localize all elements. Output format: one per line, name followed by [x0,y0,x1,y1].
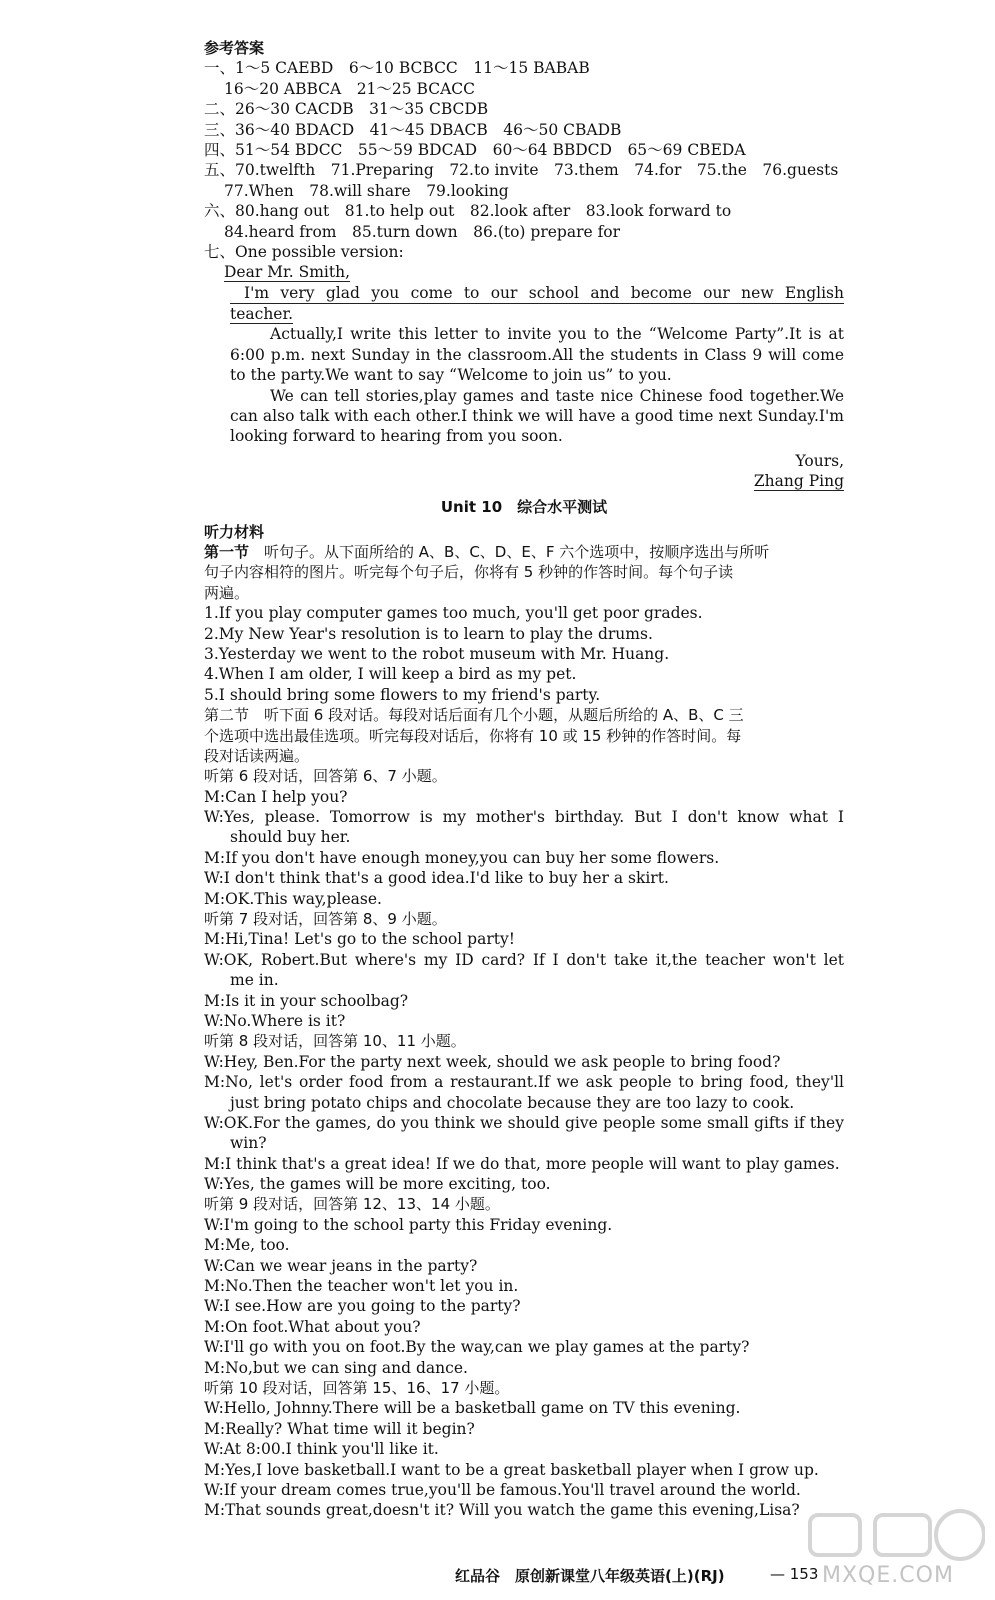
dialogue-line: M:Yes,I love basketball.I want to be a great basketball player when I grow up. [204,1460,819,1479]
dialogue-heading: 听第 6 段对话，回答第 6、7 小题。 [204,767,447,786]
letter-paragraph-1-end: teacher. [230,305,294,324]
dialogue-line: W:Yes, please. Tomorrow is my mother's birthday. But I don't know what I [204,808,844,827]
letter-closing: Yours, [795,451,844,470]
answer-line: 二、26～30 CACDB 31～35 CBCDB [204,100,489,119]
section2-instruction: 第二节 听下面 6 段对话。每段对话后面有几个小题，从题后所给的 A、B、C 三 [204,706,744,725]
dialogue-line: W:Hey, Ben.For the party next week, should we ask people to bring food? [204,1052,781,1071]
dialogue-line: W:If your dream comes true,you'll be famous.You'll travel around the world. [204,1480,801,1499]
dialogue-line: should buy her. [230,828,351,847]
dialogue-line: W:No.Where is it? [204,1011,346,1030]
dialogue-line: M:OK.This way,please. [204,889,382,908]
section1-instruction: 两遍。 [204,583,250,602]
dialogue-line: M:Hi,Tina! Let's go to the school party! [204,930,515,949]
answer-line: 三、36～40 BDACD 41～45 DBACB 46～50 CBADB [204,120,622,139]
answer-line: 七、One possible version: [204,242,404,261]
section2-instruction: 个选项中选出最佳选项。听完每段对话后，你将有 10 或 15 秒钟的作答时间。每 [204,726,742,745]
page-number: — 153 [770,1565,819,1583]
dialogue-line: M:Can I help you? [204,787,348,806]
dialogue-line: M:That sounds great,doesn't it? Will you watch the game this evening,Lisa? [204,1501,800,1520]
listening-sentence: 1.If you play computer games too much, you'll get poor grades. [204,604,703,623]
watermark-mark-icon [800,1505,985,1565]
dialogue-line: W:I see.How are you going to the party? [204,1297,521,1316]
listening-sentence: 2.My New Year's resolution is to learn to play the drums. [204,624,653,643]
book-title: 红品谷 原创新课堂八年级英语(上)(RJ) [455,1567,725,1585]
dialogue-heading: 听第 8 段对话，回答第 10、11 小题。 [204,1032,466,1051]
answer-line: 84.heard from 85.turn down 86.(to) prepare for [224,222,621,241]
dialogue-line: W:Can we wear jeans in the party? [204,1256,478,1275]
letter-signature: Zhang Ping [753,472,844,491]
dialogue-line: M:No.Then the teacher won't let you in. [204,1277,519,1296]
watermark-text: MXQE.COM [822,1563,954,1588]
dialogue-heading: 听第 9 段对话，回答第 12、13、14 小题。 [204,1195,500,1214]
letter-paragraph-3: can also talk with each other.I think we will have a good time next Sunday.I'm [230,407,844,426]
document-page [204,38,844,1521]
dialogue-line: W:I'm going to the school party this Friday evening. [204,1215,613,1234]
letter-paragraph-2: to the party.We want to say “Welcome to join us” to you. [230,366,672,385]
letter-salutation: Dear Mr. Smith, [224,263,351,282]
letter-paragraph-3: looking forward to hearing from you soon. [230,427,563,446]
listening-sentence: 4.When I am older, I will keep a bird as my pet. [204,665,577,684]
dialogue-line: W:OK.For the games, do you think we should give people some small gifts if they [204,1113,844,1132]
dialogue-line: me in. [230,971,279,990]
dialogue-line: M:Me, too. [204,1236,290,1255]
dialogue-line: M:If you don't have enough money,you can buy her some flowers. [204,848,720,867]
listening-sentence: 3.Yesterday we went to the robot museum with Mr. Huang. [204,644,670,663]
dialogue-line: just bring potato chips and chocolate because they are too lazy to cook. [230,1093,795,1112]
answer-line: 四、51～54 BDCC 55～59 BDCAD 60～64 BBDCD 65～69 CBEDA [204,140,746,159]
dialogue-line: M:No,but we can sing and dance. [204,1358,468,1377]
letter-paragraph-1: I'm very glad you come to our school and become our new English [230,283,844,304]
answer-line: 77.When 78.will share 79.looking [224,181,509,200]
answer-line: 一、1～5 CAEBD 6～10 BCBCC 11～15 BABAB [204,59,590,78]
dialogue-line: W:OK, Robert.But where's my ID card? If I don't take it,the teacher won't let [204,950,844,969]
dialogue-line: M:Is it in your schoolbag? [204,991,409,1010]
dialogue-line: W:I'll go with you on foot.By the way,can we play games at the party? [204,1338,750,1357]
dialogue-line: M:I think that's a great idea! If we do that, more people will want to play games. [204,1154,840,1173]
answer-line: 六、80.hang out 81.to help out 82.look after 83.look forward to [204,202,732,221]
listening-heading: 听力材料 [204,522,265,541]
dialogue-heading: 听第 7 段对话，回答第 8、9 小题。 [204,910,447,929]
dialogue-line: W:Yes, the games will be more exciting, too. [204,1175,551,1194]
dialogue-line: W:At 8:00.I think you'll like it. [204,1440,439,1459]
dialogue-heading: 听第 10 段对话，回答第 15、16、17 小题。 [204,1379,510,1397]
letter-paragraph-2: Actually,I write this letter to invite you to the “Welcome Party”.It is at [270,325,844,344]
section1-instruction: 句子内容相符的图片。听完每个句子后，你将有 5 秒钟的作答时间。每个句子读 [204,563,734,582]
dialogue-line: W:I don't think that's a good idea.I'd like to buy her a skirt. [204,869,669,888]
listening-sentence: 5.I should bring some flowers to my friend's party. [204,685,601,704]
answer-line: 五、70.twelfth 71.Preparing 72.to invite 73.them 74.for 75.the 76.guests [204,161,839,180]
dialogue-line: win? [230,1134,267,1153]
dialogue-line: M:No, let's order food from a restaurant.If we ask people to bring food, they'll [204,1073,844,1092]
section2-instruction: 段对话读两遍。 [204,746,310,765]
section1-instruction: 第一节 听句子。从下面所给的 A、B、C、D、E、F 六个选项中，按顺序选出与所听 [204,542,770,561]
watermark-logo [800,1505,985,1595]
dialogue-transcript [204,766,844,1520]
dialogue-line: M:On foot.What about you? [204,1317,421,1336]
unit-title: Unit 10 综合水平测试 [440,497,608,516]
letter-paragraph-3: We can tell stories,play games and taste nice Chinese food together.We [270,386,844,405]
answer-key-title: 参考答案 [204,39,265,57]
answer-line: 16～20 ABBCA 21～25 BCACC [224,79,476,98]
letter-paragraph-2: 6:00 p.m. next Sunday in the classroom.All the students in Class 9 will come [230,345,844,364]
dialogue-line: M:Really? What time will it begin? [204,1419,475,1438]
dialogue-line: W:Hello, Johnny.There will be a basketball game on TV this evening. [204,1399,741,1418]
